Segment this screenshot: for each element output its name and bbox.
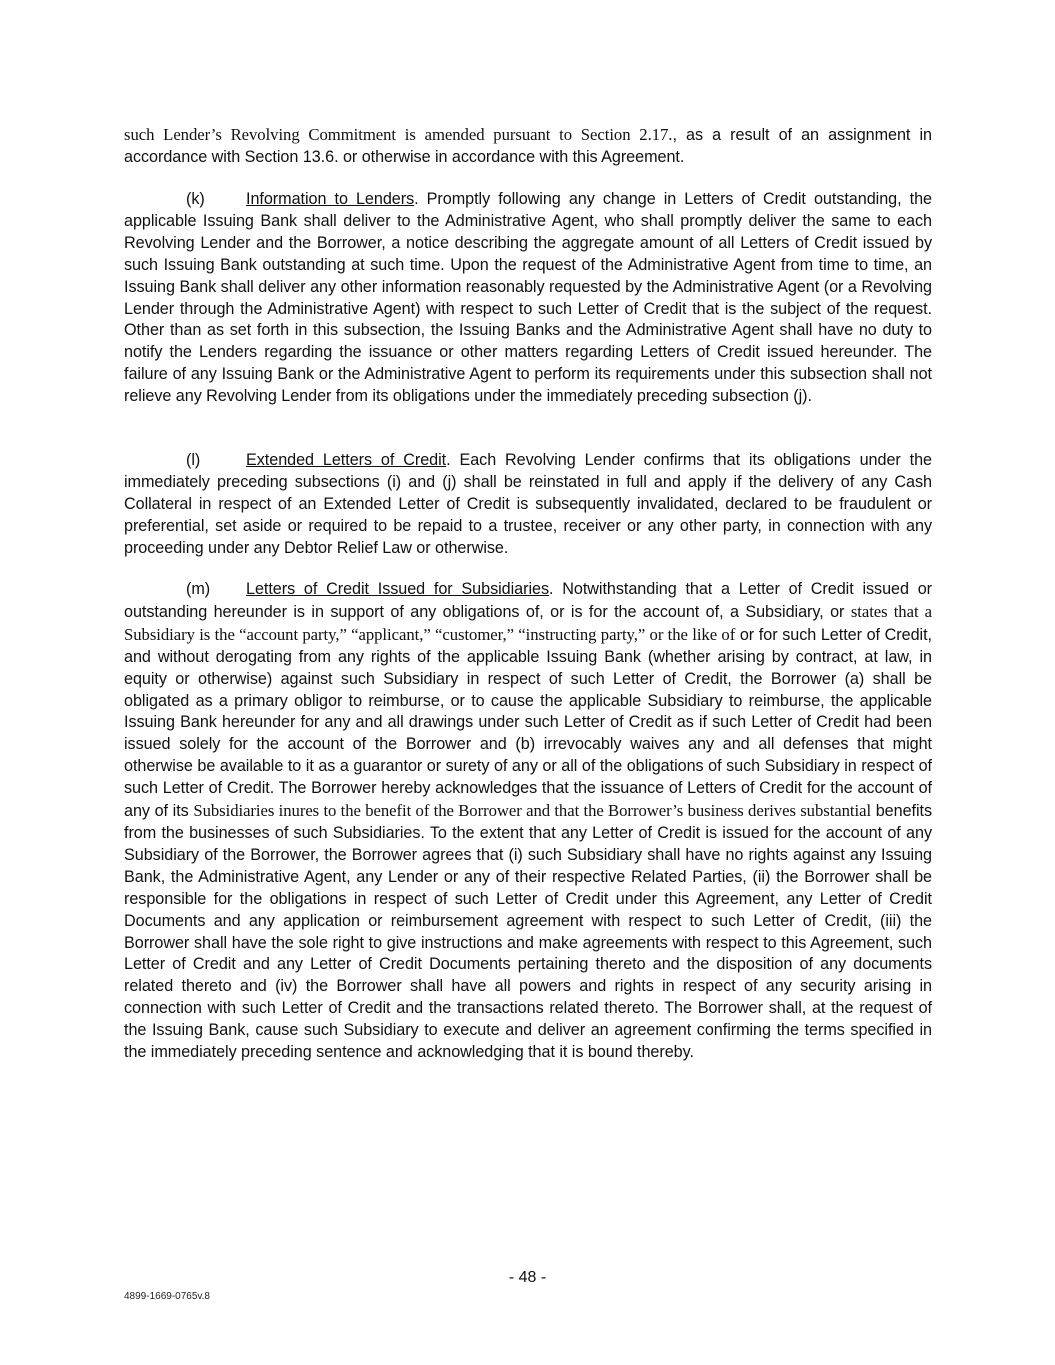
document-id: 4899-1669-0765v.8 <box>124 1291 210 1302</box>
section-k-label: (k) <box>186 190 205 208</box>
section-k-heading: Information to Lenders <box>246 190 415 208</box>
intro-sans-text: , as a result of an assignment in accordance with Section 13.6. or otherwise in accordance with this Agreement. <box>124 126 932 166</box>
section-l-paragraph <box>124 450 932 560</box>
section-k-body: . Promptly following any change in Letters of Credit outstanding, the applicable Issuing Bank shall deliver to the Administrative Agent, who shall promptly deliver the same to each Revolving Lender and the Borrower, a notice describing the aggregate amount of all Letters of Credit issued by such Issuing Bank outstanding at such time. Upon the request of the Administrative Agent from time to time, an Issuing Bank shall deliver any other information reasonably requested by the Administrative Agent (or a Revolving Lender through the Administrative Agent) with respect to such Letter of Credit that is the subject of the request. Other than as set forth in this subsection, the Issuing Banks and the Administrative Agent shall have no duty to notify the Lenders regarding the issuance or other matters regarding Letters of Credit issued hereunder. The failure of any Issuing Bank or the Administrative Agent to perform its requirements under this subsection shall not relieve any Revolving Lender from its obligations under the immediately preceding subsection (j). <box>124 190 932 406</box>
section-m-body-part3: benefits from the businesses of such Subsidiaries. To the extent that any Letter of Credit is issued for the account of any Subsidiary of the Borrower, the Borrower agrees that (i) such Subsidiary shall have no rights against any Issuing Bank, the Administrative Agent, any Lender or any of their respective Related Parties, (ii) the Borrower shall be responsible for the obligations in respect of such Letter of Credit under this Agreement, any Letter of Credit Documents and any application or reimbursement agreement with respect to such Letter of Credit, (iii) the Borrower shall have the sole right to give instructions and make agreements with respect to this Agreement, such Letter of Credit and any Letter of Credit Documents pertaining thereto and the disposition of any documents related thereto and (iv) the Borrower shall have all powers and rights in respect of any security arising in connection with such Letter of Credit and the transactions related thereto. The Borrower shall, at the request of the Issuing Bank, cause such Subsidiary to execute and deliver an agreement confirming the terms specified in the immediately preceding sentence and acknowledging that it is bound thereby. <box>124 802 933 1062</box>
section-m-heading: Letters of Credit Issued for Subsidiaries <box>246 580 550 598</box>
section-m-paragraph <box>124 579 932 1064</box>
page-number: - 48 - <box>508 1269 547 1286</box>
section-m-body-serif2: Subsidiaries inures to the benefit of the Borrower and that the Borrower’s business derives substantial <box>193 801 872 821</box>
intro-serif-text: such Lender’s Revolving Commitment is amended pursuant to Section 2.17. <box>124 125 673 144</box>
section-l-heading: Extended Letters of Credit <box>246 451 447 469</box>
section-m-label: (m) <box>186 580 211 598</box>
section-m-body-serif1: states that a Subsidiary is the “account party,” “applicant,” “customer,” “instructing party,” or the like of <box>124 601 932 644</box>
section-m-body-part2: or for such Letter of Credit, and without derogating from any rights of the applicable Issuing Bank (whether arising by contract, at law, in equity or otherwise) against such Subsidiary in respect of such Letter of Credit, the Borrower (a) shall be obligated as a primary obligor to reimburse, or to cause the applicable Subsidiary to reimburse, the applicable Issuing Bank hereunder for any and all drawings under such Letter of Credit as if such Letter of Credit had been issued solely for the account of the Borrower and (b) irrevocably waives any and all defenses that might otherwise be available to it as a guarantor or surety of any or all of the obligations of such Subsidiary in respect of such Letter of Credit. The Borrower hereby acknowledges that the issuance of Letters of Credit for the account of any of its <box>124 625 932 821</box>
section-l-label: (l) <box>186 451 201 469</box>
section-m-body-part1: . Notwithstanding that a Letter of Credit issued or outstanding hereunder is in support of any obligations of, or is for the account of, a Subsidiary, or <box>124 580 932 621</box>
intro-paragraph <box>124 124 932 169</box>
section-l-body: . Each Revolving Lender confirms that its obligations under the immediately preceding subsections (i) and (j) shall be reinstated in full and apply if the delivery of any Cash Collateral in respect of an Extended Letter of Credit is subsequently invalidated, declared to be fraudulent or preferential, set aside or required to be repaid to a trustee, receiver or any other party, in connection with any proceeding under any Debtor Relief Law or otherwise. <box>124 451 932 557</box>
section-k-paragraph <box>124 189 932 408</box>
